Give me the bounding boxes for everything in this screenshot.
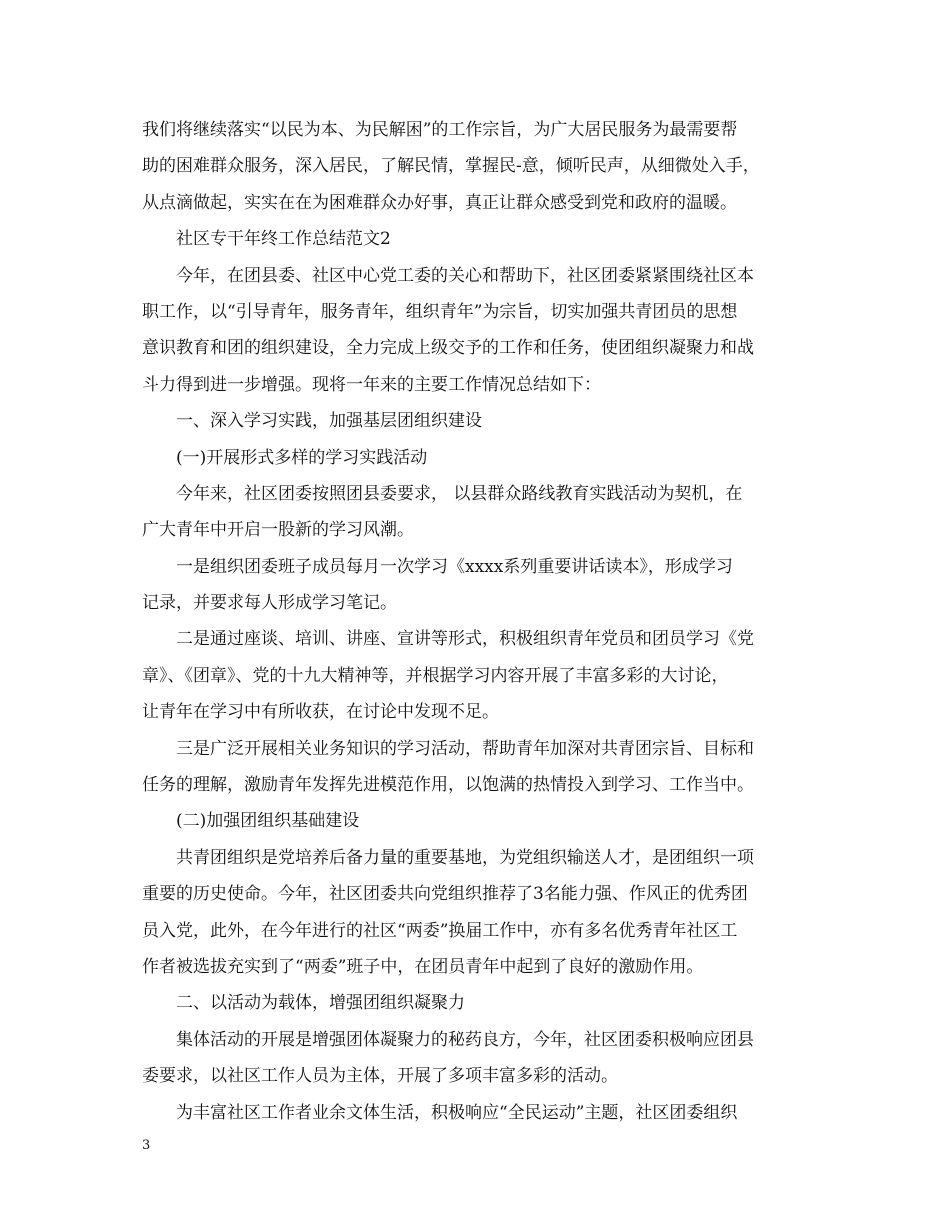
text-line: 意识教育和团的组织建设，全力完成上级交予的工作和任务，使团组织凝聚力和战	[142, 338, 754, 359]
text-line: 今年，在团县委、社区中心党工委的关心和帮助下，社区团委紧紧围绕社区本	[176, 265, 754, 286]
text-line: 集体活动的开展是增强团体凝聚力的秘药良方，今年，社区团委积极响应团县	[176, 1029, 754, 1050]
text-line: 章》、《团章》、党的十九大精神等，并根据学习内容开展了丰富多彩的大讨论，	[142, 665, 729, 686]
text-line: 员入党，此外，在今年进行的社区“两委”换届工作中，亦有多名优秀青年社区工	[142, 920, 738, 941]
text-line: 作者被选拔充实到了“两委”班子中，在团员青年中起到了良好的激励作用。	[142, 956, 704, 977]
text-line: 广大青年中开启一股新的学习风潮。	[142, 520, 414, 541]
text-line: 我们将继续落实“以民为本、为民解困”的工作宗旨，为广大居民服务为最需要帮	[142, 120, 738, 140]
text-line: 记录，并要求每人形成学习笔记。	[142, 593, 397, 614]
text-line: 一、深入学习实践，加强基层团组织建设	[176, 411, 482, 432]
text-line: 斗力得到进一步增强。现将一年来的主要工作情况总结如下：	[142, 374, 601, 395]
text-line: 今年来，社区团委按照团县委要求， 以县群众路线教育实践活动为契机，在	[176, 483, 743, 504]
text-line: 职工作，以“引导青年，服务青年，组织青年”为宗旨，切实加强共青团员的思想	[142, 301, 738, 322]
text-line: 委要求，以社区工作人员为主体，开展了多项丰富多彩的活动。	[142, 1066, 618, 1087]
text-line: 二是通过座谈、培训、讲座、宣讲等形式，积极组织青年党员和团员学习《党	[176, 629, 754, 650]
text-line: 从点滴做起，实实在在为困难群众办好事，真正让群众感受到党和政府的温暖。	[142, 192, 737, 213]
text-line: 任务的理解，激励青年发挥先进模范作用，以饱满的热情投入到学习、工作当中。	[142, 775, 754, 796]
text-line: 三是广泛开展相关业务知识的学习活动，帮助青年加深对共青团宗旨、目标和	[176, 738, 754, 759]
text-line: 为丰富社区工作者业余文体生活，积极响应“全民运动”主题，社区团委组织	[176, 1102, 738, 1123]
page-number: 3	[142, 1138, 151, 1153]
text-line: (二)加强团组织基础建设	[176, 811, 360, 832]
text-line: (一)开展形式多样的学习实践活动	[176, 447, 428, 468]
text-line: 社区专干年终工作总结范文2	[176, 229, 391, 250]
text-line: 一是组织团委班子成员每月一次学习《xxxx系列重要讲话读本》，形成学习	[176, 556, 733, 577]
text-line: 让青年在学习中有所收获，在讨论中发现不足。	[142, 702, 499, 723]
text-line: 二、以活动为载体，增强团组织凝聚力	[176, 993, 465, 1014]
document-body	[142, 112, 816, 1131]
text-line: 重要的历史使命。今年，社区团委共向党组织推荐了3名能力强、作风正的优秀团	[142, 884, 748, 905]
text-line: 助的困难群众服务，深入居民，了解民情，掌握民-意，倾听民声，从细微处入手，	[142, 156, 760, 177]
text-line: 共青团组织是党培养后备力量的重要基地，为党组织输送人才，是团组织一项	[176, 847, 754, 868]
